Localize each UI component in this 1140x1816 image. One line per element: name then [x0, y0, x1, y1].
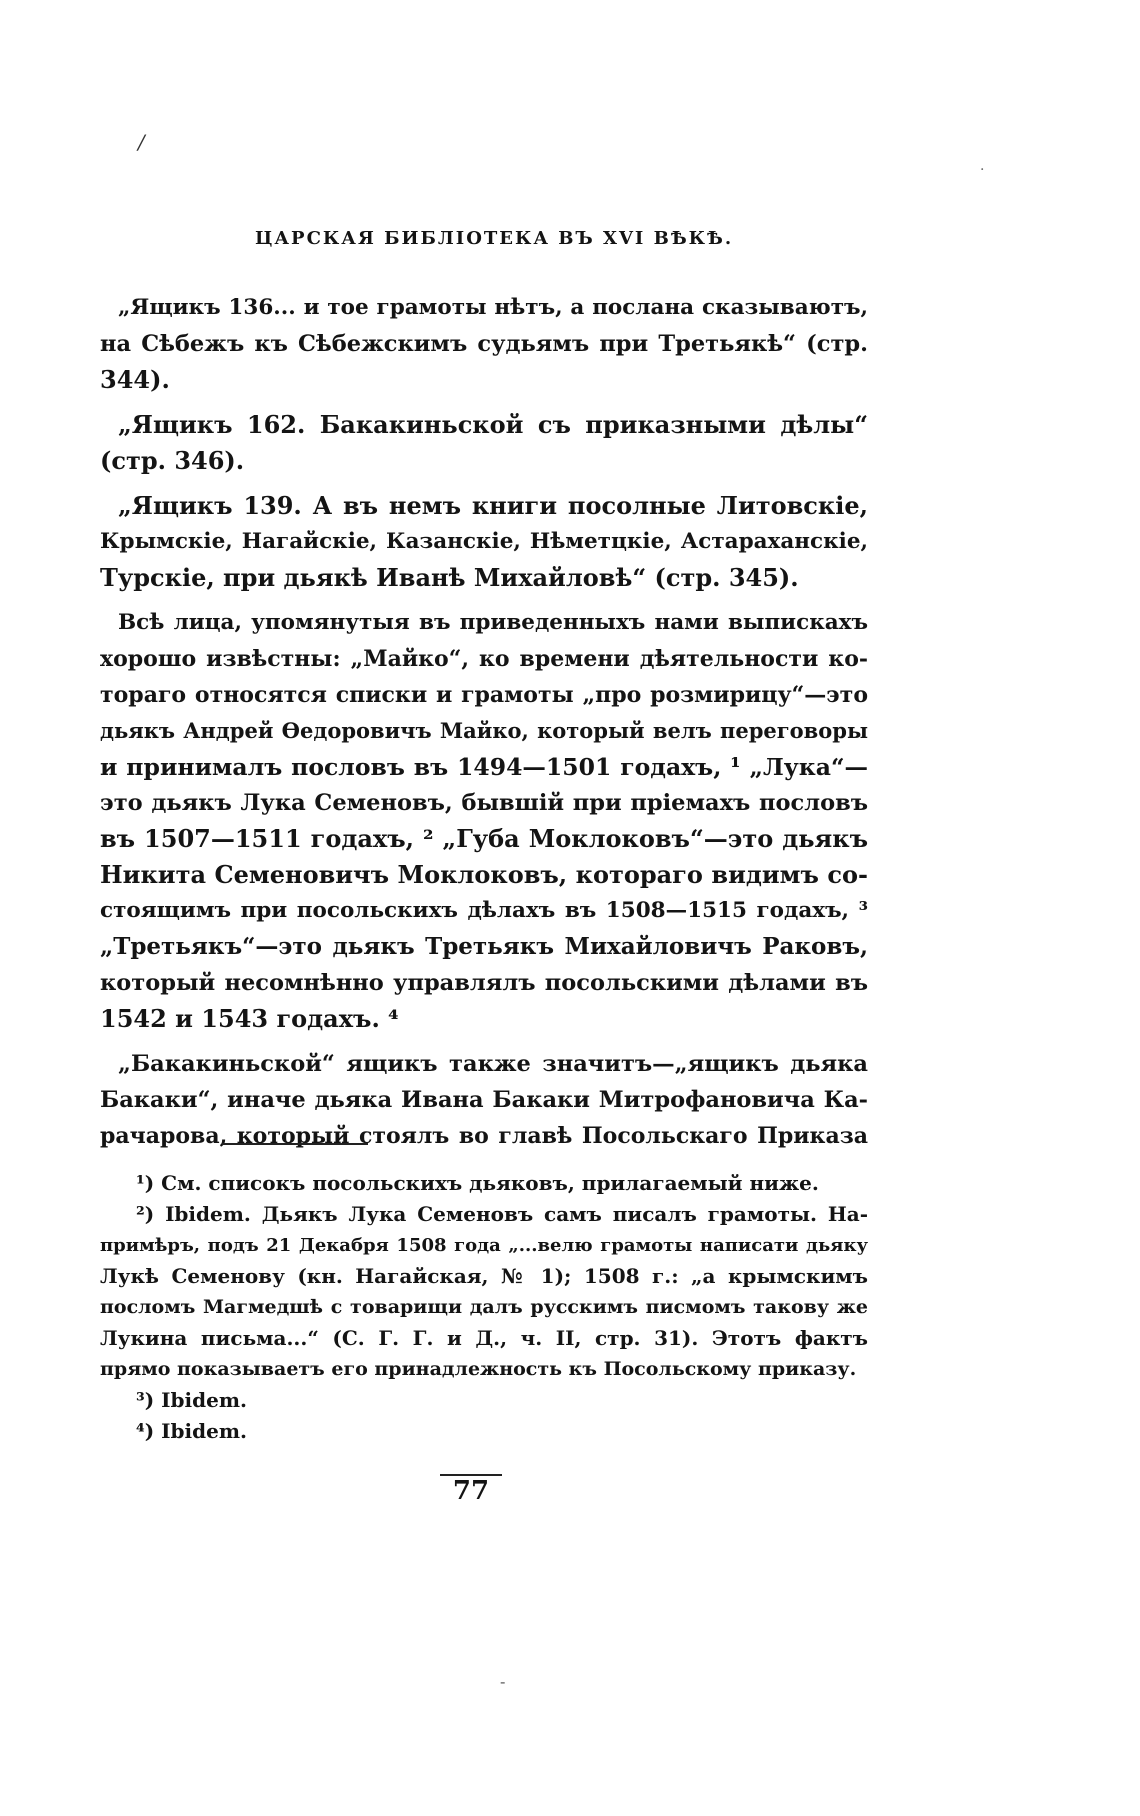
- stray-ink-dot: ·: [980, 162, 985, 178]
- text-line: рачарова, который стоялъ во главѣ Посольскаго Приказа: [100, 1123, 868, 1149]
- text-line: 1542 и 1543 годахъ. ⁴: [100, 1004, 399, 1033]
- text-line: и принималъ пословъ въ 1494—1501 годахъ, ¹ „Лука“—: [100, 753, 868, 781]
- text-line: это дьякъ Лука Семеновъ, бывшій при пріемахъ пословъ: [100, 790, 868, 816]
- footnote: [100, 1168, 868, 1199]
- text-line: Турскіе, при дьякѣ Иванѣ Михайловѣ“ (стр. 345).: [100, 563, 799, 592]
- text-line: тораго относятся списки и грамоты „про розмирицу“—это: [100, 682, 868, 708]
- text-line: стоящимъ при посольскихъ дѣлахъ въ 1508—1515 годахъ, ³: [100, 898, 868, 923]
- text-line: 344).: [100, 365, 170, 394]
- footnote-line: Лукѣ Семенову (кн. Нагайская, № 1); 1508 г.: „а крымскимъ: [100, 1264, 868, 1288]
- paragraph: [100, 488, 868, 596]
- footnote-line: ³) Ibidem.: [136, 1388, 247, 1412]
- text-line: „Ящикъ 162. Бакакиньской съ приказными дѣлы“: [118, 410, 868, 439]
- paragraph: [100, 407, 868, 479]
- footnote-divider: [222, 1143, 368, 1145]
- text-line: въ 1507—1511 годахъ, ² „Губа Моклоковъ“—это дьякъ: [100, 824, 868, 853]
- page-number: 77: [452, 1476, 490, 1506]
- paragraph: [100, 290, 868, 398]
- stray-ink-mark: /: [138, 130, 145, 154]
- text-line: Всѣ лица, упомянутыя въ приведенныхъ нами выпискахъ: [118, 610, 868, 635]
- text-line: „Бакакиньской“ ящикъ также значитъ—„ящикъ дьяка: [118, 1051, 868, 1077]
- text-line: Крымскіе, Нагайскіе, Казанскіе, Нѣметцкіе, Астараханскіе,: [100, 529, 868, 554]
- stray-ink-dot: -: [500, 1672, 506, 1691]
- footnote-line: прямо показываетъ его принадлежность къ Посольскому приказу.: [100, 1358, 857, 1380]
- text-line: (стр. 346).: [100, 446, 245, 475]
- footnote: [100, 1385, 868, 1416]
- text-line: который несомнѣнно управлялъ посольскими дѣлами въ: [100, 970, 868, 996]
- paragraph: [100, 605, 868, 1037]
- text-line: „Ящикъ 139. А въ немъ книги посолные Литовскіе,: [118, 491, 868, 520]
- text-line: на Сѣбежъ къ Сѣбежскимъ судьямъ при Третьякѣ“ (стр.: [100, 331, 868, 357]
- running-head: ЦАРСКАЯ БИБЛІОТЕКА ВЪ XVI ВѢКѢ.: [255, 228, 734, 249]
- footnote: [100, 1199, 868, 1385]
- footnote: [100, 1416, 868, 1447]
- footnote-line: Лукина письма...“ (С. Г. Г. и Д., ч. II, стр. 31). Этотъ фактъ: [100, 1326, 868, 1350]
- footnote-line: ¹) См. списокъ посольскихъ дьяковъ, прилагаемый ниже.: [136, 1171, 819, 1195]
- footnote-line: ²) Ibidem. Дьякъ Лука Семеновъ самъ писалъ грамоты. На-: [136, 1202, 868, 1226]
- footnote-line: ⁴) Ibidem.: [136, 1419, 247, 1443]
- text-line: „Третьякъ“—это дьякъ Третьякъ Михайловичъ Раковъ,: [100, 933, 868, 960]
- text-line: Бакаки“, иначе дьяка Ивана Бакаки Митрофановича Ка-: [100, 1087, 868, 1113]
- footnote-line: примѣръ, подъ 21 Декабря 1508 года „...велю грамоты написати дьяку: [100, 1235, 868, 1256]
- paragraph: [100, 1046, 868, 1154]
- text-line: хорошо извѣстны: „Майко“, ко времени дѣятельности ко-: [100, 646, 868, 672]
- text-line: дьякъ Андрей Ѳедоровичъ Майко, который велъ переговоры: [100, 718, 868, 743]
- text-line: Никита Семеновичъ Моклоковъ, котораго видимъ со-: [100, 860, 868, 889]
- footnote-line: посломъ Магмедшѣ с товарищи далъ русскимъ писмомъ такову же: [100, 1296, 868, 1318]
- footnotes: [100, 1168, 868, 1447]
- text-line: „Ящикъ 136... и тое грамоты нѣтъ, а послана сказываютъ,: [118, 295, 868, 320]
- body-text: [100, 290, 868, 1154]
